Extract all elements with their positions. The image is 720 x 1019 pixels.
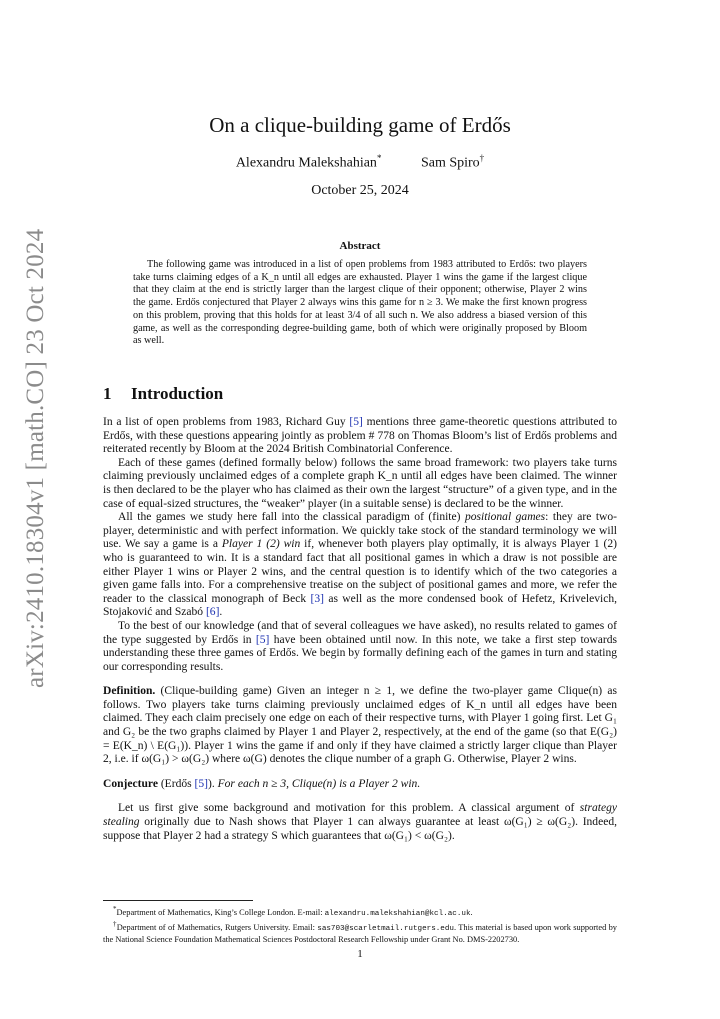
paper-date: October 25, 2024 — [311, 183, 409, 198]
text-run: as well as the more condensed book of Hefetz, Krivelevich, Stojaković and Szabó — [103, 592, 618, 619]
definition-block — [103, 685, 617, 767]
footnote-mark: * — [113, 905, 117, 913]
text-run: ). — [207, 777, 215, 790]
conjecture-block — [103, 778, 617, 792]
author-list — [0, 153, 720, 172]
section-heading — [103, 384, 623, 404]
paragraph-4 — [103, 620, 617, 674]
text-run: originally due to Nash shows that Player 1 can always guarantee at least ω(G₁) ≥ ω(G₂). Indeed, suppose that Player 2 had a strategy S which guarantees that ω(G₁) < ω(G₂). — [103, 816, 617, 842]
email-link[interactable]: sas703@scarletmail.rutgers.edu — [317, 925, 454, 934]
text-run: All the games we study here fall into the classical paradigm of (finite) — [118, 511, 465, 524]
text-run: To the best of our knowledge (and that of several colleagues we have asked), no results related to games of the type suggested by Erdős in — [103, 619, 617, 646]
footnote-2 — [103, 919, 617, 945]
text-run: if, whenever both players play optimally, it is always Player 1 (2) who is guaranteed to win. It is a standard fact that all positional games in which a draw is not possible are either Player 1 wins or Player 2 wins, and the central question is to identify which of the two categories a given game falls into. For a comprehensive treatise on the subject of positional games and more, we refer the reader to the classical monograph of Beck — [103, 538, 618, 605]
conjecture-statement: For each n ≥ 3, Clique(n) is a Player 2 win. — [214, 777, 421, 790]
citation-link[interactable]: [3] — [310, 592, 324, 605]
text-run: In a list of open problems from 1983, Richard Guy — [103, 416, 350, 428]
footnote-1 — [103, 904, 617, 919]
paragraph-3 — [103, 511, 617, 620]
citation-link[interactable]: [5] — [255, 633, 270, 646]
paragraph-5 — [103, 802, 617, 843]
text-run: . — [219, 606, 223, 619]
paper-title: On a clique-building game of Erdős — [209, 113, 511, 137]
footnotes — [103, 904, 617, 945]
emphasis: positional games — [464, 511, 546, 524]
text-run: Let us first give some background and motivation for this problem. A classical argument of — [118, 802, 580, 815]
definition-label: Definition. — [103, 685, 156, 698]
footnote-divider — [103, 900, 253, 901]
author-name: Alexandru Malekshahian — [235, 155, 377, 171]
text-run: : they are two-player, deterministic and with perfect information. We quickly take stock of the standard terminology we will use. We say a game is a — [103, 511, 617, 551]
author-footnote-mark: † — [479, 153, 485, 163]
text-run: have been obtained until now. In this note, we take a first step towards understanding these three games of Erdős. We begin by formally defining each of the games in turn and stating our corresponding results. — [103, 633, 617, 673]
definition-text: (Clique-building game) Given an integer n ≥ 1, we define the two-player game Clique(n) as follows. Two players take turns claiming previously unclaimed edges of K_n until all edges have been claimed. They each claim precisely one edge on each of their respective turns, with Player 1 going first. Let G₁ and G₂ be the two graphs claimed by Player 1 and Player 2, respectively, at the end of the game (so that E(G₂) = E(K_n) \ E(G₁)). Player 1 wins the game if and only if they have claimed a strictly larger clique than Player 2, i.e. if ω(G₁) > ω(G₂) where ω(G) denotes the clique number of a graph G. Otherwise, Player 2 wins. — [103, 685, 617, 766]
emphasis: strategy stealing — [103, 802, 617, 829]
abstract-text: The following game was introduced in a list of open problems from 1983 attributed to Erdős: two players take turns claiming edges of a K_n until all edges are exhausted. Player 1 wins the game if the largest clique that they claim at the end is strictly larger than the largest clique of their opponent; otherwise, Player 2 wins the game. Erdős conjectured that Player 2 always wins this game for n ≥ 3. We make the first known progress on this problem, proving that this holds for at least 3/4 of all such n. We also address a biased version of this game, as well as the corresponding degree-building game, both of which were originally proposed by Bloom as well. — [133, 259, 587, 347]
author-name: Sam Spiro — [420, 155, 480, 171]
section-title: Introduction — [131, 384, 224, 403]
citation-link[interactable]: [5] — [349, 416, 363, 428]
citation-link[interactable]: [5] — [194, 777, 208, 790]
footnote-mark: † — [113, 920, 117, 929]
footnote-text: . — [470, 907, 473, 917]
paragraph-1 — [103, 416, 617, 457]
emphasis: Player 1 (2) win — [221, 538, 301, 551]
body-text — [103, 416, 617, 843]
conjecture-label: Conjecture — [103, 777, 158, 790]
footnote-text: Department of Mathematics, King’s College London. E-mail: — [116, 907, 325, 917]
citation-link[interactable]: [6] — [205, 606, 220, 619]
abstract-heading: Abstract — [339, 240, 381, 252]
section-number: 1 — [103, 384, 112, 403]
footnote-text: . This material is based upon work supported by the National Science Foundation Mathematical Sciences Postdoctoral Research Fellowship under Grant No. DMS-2202730. — [103, 923, 617, 944]
text-run: mentions three game-theoretic questions attributed to Erdős, with these questions appearing jointly as problem # 778 on Thomas Bloom’s list of Erdős problems and reiterated recently by Bloom at the 2024 British Combinatorial Conference. — [103, 416, 617, 456]
page-number: 1 — [357, 948, 363, 960]
author-1 — [236, 153, 382, 172]
author-2 — [421, 153, 484, 172]
footnote-text: Department of of Mathematics, Rutgers University. Email: — [116, 923, 318, 933]
paragraph-2: Each of these games (defined formally below) follows the same broad framework: two players take turns claiming previously unclaimed edges of a complete graph K_n until all edges have been claimed. The winner is then declared to be the player who has claimed as their own the largest “structure” of a given type, and in the case of equal-sized structures, the “weaker” player (in a suitable sense) is declared to be the winner. — [103, 456, 617, 510]
text-run: (Erdős — [157, 777, 195, 790]
author-footnote-mark: * — [376, 153, 382, 163]
email-link[interactable]: alexandru.malekshahian@kcl.ac.uk — [324, 909, 471, 918]
arxiv-side-stamp: arXiv:2410.18304v1 [math.CO] 23 Oct 2024 — [22, 228, 49, 688]
